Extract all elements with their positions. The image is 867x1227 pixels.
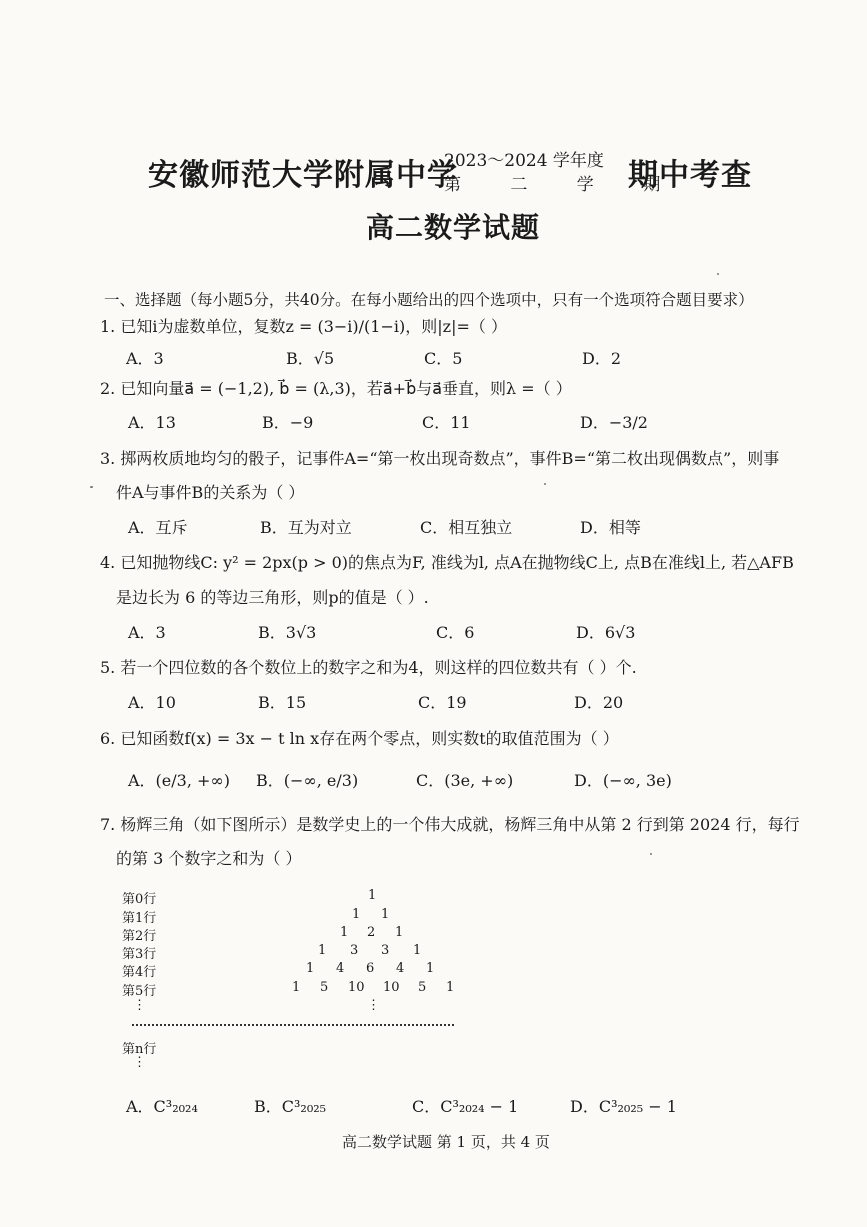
triangle-number: 4 [336, 961, 345, 976]
triangle-number: 1 [368, 888, 377, 903]
q1-option-b: B．√5 [286, 349, 335, 368]
q7-option-a: A．C³₂₀₂₄ [126, 1097, 198, 1116]
triangle-number: 3 [350, 943, 359, 958]
triangle-number: 1 [426, 961, 435, 976]
question-3-stem-line1: 3. 掷两枚质地均匀的骰子，记事件A=“第一枚出现奇数点”，事件B=“第二枚出现偶数点”，则事 [100, 449, 780, 468]
scan-speck [544, 483, 546, 485]
q3-option-c: C．相互独立 [420, 518, 513, 537]
page-title: 高二数学试题 [366, 211, 541, 244]
q7-option-d: D．C³₂₀₂₅ − 1 [570, 1097, 677, 1116]
triangle-number: 1 [340, 925, 349, 940]
triangle-number: 1 [318, 943, 327, 958]
q2-option-a: A．13 [128, 413, 176, 432]
q1-option-d: D．2 [582, 349, 622, 368]
question-2-stem: 2. 已知向量a⃗ = (−1,2), b⃗ = (λ,3)，若a⃗+b⃗与a⃗垂直，则λ =（ ） [100, 379, 572, 398]
triangle-number: 1 [413, 943, 422, 958]
q5-option-b: B．15 [258, 693, 307, 712]
q3-option-d: D．相等 [580, 518, 641, 537]
triangle-number: 1 [395, 925, 404, 940]
scan-speck [717, 273, 719, 275]
triangle-number: 1 [381, 907, 390, 922]
q7-option-c: C．C³₂₀₂₄ − 1 [412, 1097, 519, 1116]
row-label-0: 第0行 [122, 892, 157, 907]
triangle-number: 1 [352, 907, 361, 922]
q2-option-d: D．−3/2 [580, 413, 648, 432]
q4-option-a: A．3 [128, 623, 166, 642]
triangle-number: 5 [320, 980, 329, 995]
row-label-vdots: ⋮ [133, 998, 146, 1013]
row-label-2: 第2行 [122, 929, 157, 944]
q7-option-b: B．C³₂₀₂₅ [254, 1097, 327, 1116]
q4-option-d: D．6√3 [576, 623, 636, 642]
triangle-number: 3 [381, 943, 390, 958]
q3-option-a: A．互斥 [128, 518, 188, 537]
scan-speck [650, 853, 652, 855]
question-7-stem-line2: 的第 3 个数字之和为（ ） [116, 849, 302, 868]
page-footer: 高二数学试题 第 1 页，共 4 页 [342, 1133, 550, 1151]
row-label-vdots-bottom: ⋮ [133, 1055, 146, 1070]
triangle-number: 1 [306, 961, 315, 976]
q2-option-b: B．−9 [262, 413, 314, 432]
question-4-stem-line1: 4. 已知抛物线C: y² = 2px(p > 0)的焦点为F, 准线为l, 点A在抛物线C上, 点B在准线l上, 若△AFB [100, 553, 794, 572]
row-label-1: 第1行 [122, 911, 157, 926]
question-1-stem: 1. 已知i为虚数单位，复数z = (3−i)/(1−i)，则|z|=（ ） [100, 317, 507, 336]
question-7-stem-line1: 7. 杨辉三角（如下图所示）是数学史上的一个伟大成就，杨辉三角中从第 2 行到第 2024 行，每行 [100, 815, 800, 834]
q6-option-c: C．(3e, +∞) [416, 771, 514, 790]
q2-option-c: C．11 [422, 413, 471, 432]
q4-option-b: B．3√3 [258, 623, 317, 642]
q6-option-d: D．(−∞, 3e) [574, 771, 672, 790]
exam-type: 期中考查 [628, 158, 752, 193]
semester: 第 二 学 期 [444, 175, 683, 195]
section-heading: 一、选择题（每小题5分，共40分。在每小题给出的四个选项中，只有一个选项符合题目要求） [104, 291, 754, 309]
triangle-number: 4 [396, 961, 405, 976]
q5-option-a: A．10 [128, 693, 176, 712]
triangle-number: 5 [418, 980, 427, 995]
q5-option-c: C．19 [418, 693, 467, 712]
triangle-number: 2 [367, 925, 376, 940]
school-name: 安徽师范大学附属中学 [148, 158, 458, 193]
scan-speck [90, 486, 93, 488]
q6-option-b: B．(−∞, e/3) [256, 771, 359, 790]
q1-option-c: C．5 [424, 349, 463, 368]
question-4-stem-line2: 是边长为 6 的等边三角形，则p的值是（ ）. [116, 588, 429, 607]
question-6-stem: 6. 已知函数f(x) = 3x − t ln x存在两个零点，则实数t的取值范围为（ ） [100, 729, 619, 748]
q1-option-a: A．3 [126, 349, 164, 368]
dotted-separator [132, 1024, 454, 1026]
q4-option-c: C．6 [436, 623, 475, 642]
row-label-n: 第n行 [122, 1042, 157, 1057]
triangle-vdots: ⋮ [367, 998, 380, 1013]
triangle-number: 1 [446, 980, 455, 995]
q6-option-a: A．(e/3, +∞) [128, 771, 230, 790]
triangle-number: 10 [348, 980, 365, 995]
school-year: 2023～2024 学年度 [444, 151, 604, 171]
row-label-4: 第4行 [122, 965, 157, 980]
triangle-number: 10 [383, 980, 400, 995]
triangle-number: 1 [292, 980, 301, 995]
row-label-5: 第5行 [122, 984, 157, 999]
row-label-3: 第3行 [122, 947, 157, 962]
question-3-stem-line2: 件A与事件B的关系为（ ） [116, 483, 305, 502]
q5-option-d: D．20 [574, 693, 624, 712]
question-5-stem: 5. 若一个四位数的各个数位上的数字之和为4，则这样的四位数共有（ ）个. [100, 658, 637, 677]
triangle-number: 6 [366, 961, 375, 976]
q3-option-b: B．互为对立 [260, 518, 352, 537]
